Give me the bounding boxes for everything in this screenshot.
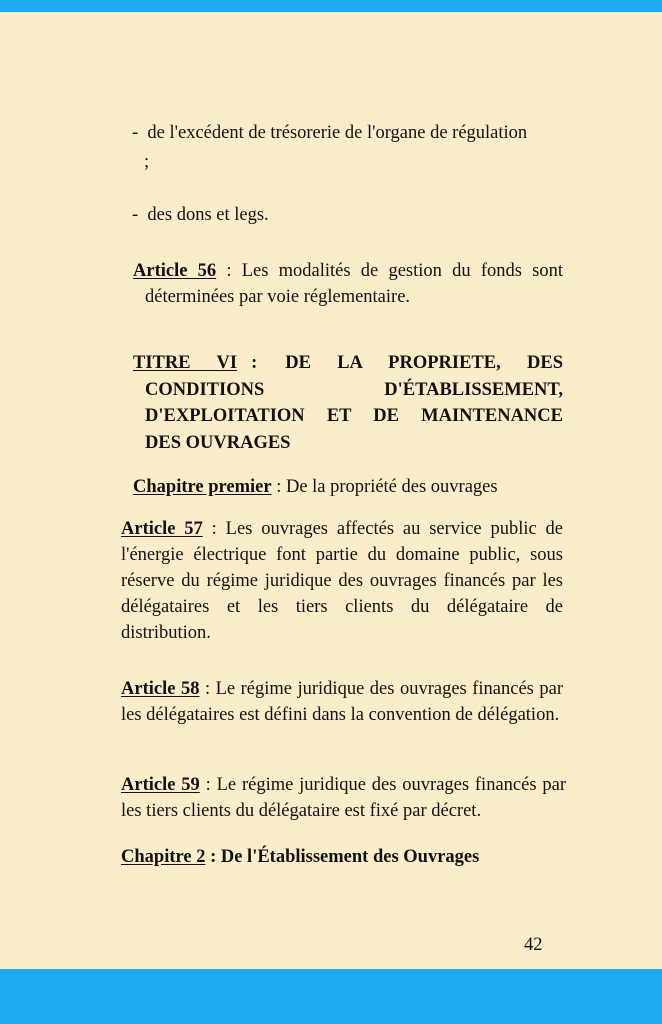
titre-line-4: DES OUVRAGES: [145, 432, 291, 453]
article-58-text: : Le régime juridique des ouvrages financés par les délégataires est défini dans la convention de délégation.: [121, 679, 563, 725]
titre-line-2: [133, 377, 563, 404]
article-58: [121, 676, 563, 728]
chapitre-2-label: Chapitre 2: [121, 847, 206, 867]
article-57: [121, 516, 563, 646]
article-57-label: Article 57: [121, 519, 203, 539]
page-number: 42: [524, 935, 543, 955]
titre-line-1: TITRE VI : DE LA PROPRIETE, DES: [133, 353, 563, 373]
titre-line-2b: D'ÉTABLISSEMENT,: [384, 379, 563, 400]
titre-line-2a: CONDITIONS: [145, 379, 265, 400]
titre-line-3: D'EXPLOITATION ET DE MAINTENANCE: [145, 406, 563, 426]
titre-line-1-text: DE LA PROPRIETE, DES: [285, 353, 563, 373]
bullet-dash: -: [132, 123, 139, 143]
bullet-text: de l'excédent de trésorerie de l'organe de régulation: [147, 123, 528, 143]
article-56-label: Article 56: [133, 261, 217, 281]
titre-label: TITRE VI: [133, 353, 238, 373]
article-56-text: : Les modalités de gestion du fonds sont: [216, 261, 563, 281]
article-59-text: : Le régime juridique des ouvrages financés par les tiers clients du délégataire est fixé par décret.: [121, 775, 566, 821]
article-56-line1: [133, 258, 563, 284]
article-57-text: : Les ouvrages affectés au service public de l'énergie électrique font partie du domaine public, sous réserve du régime juridique des ouvrages financés par les délégataires et les tiers clients du délégataire de distribution.: [121, 519, 563, 643]
chapitre-2: [121, 844, 479, 870]
article-58-label: Article 58: [121, 679, 200, 699]
bullet-text: des dons et legs.: [147, 205, 269, 225]
bullet-item: [132, 120, 527, 146]
chapitre-premier-label: Chapitre premier: [133, 477, 272, 497]
bullet-item: [132, 202, 269, 228]
titre-heading: [133, 350, 563, 456]
bullet-dash: -: [132, 205, 139, 225]
chapitre-2-text: : De l'Établissement des Ouvrages: [205, 847, 480, 867]
top-bar: [0, 0, 662, 12]
article-59: [121, 772, 566, 824]
chapitre-premier-text: : De la propriété des ouvrages: [271, 477, 498, 497]
bullet-continuation: ;: [144, 152, 150, 172]
bottom-bar: [0, 969, 662, 1024]
chapitre-premier: [133, 474, 498, 500]
article-56-line2: déterminées par voie réglementaire.: [145, 287, 411, 307]
article-59-label: Article 59: [121, 775, 200, 795]
